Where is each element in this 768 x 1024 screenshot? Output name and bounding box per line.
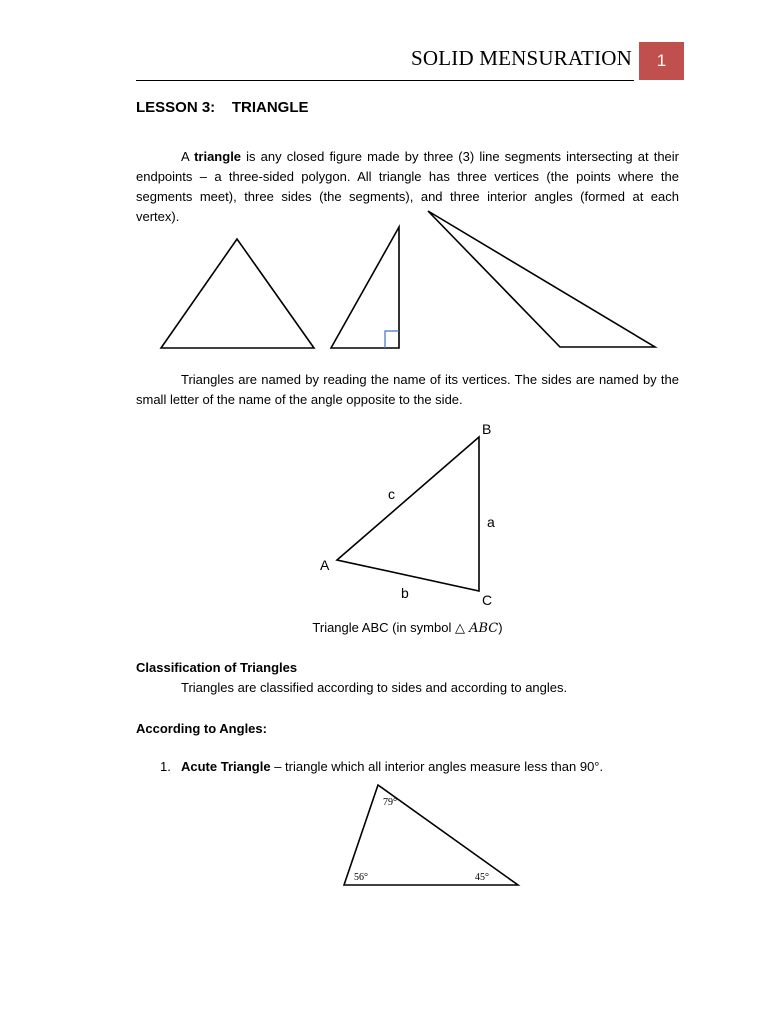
figure-caption	[136, 620, 679, 636]
caption-symbol: △ ABC	[454, 621, 499, 636]
triangle-abc	[337, 437, 479, 591]
classification-heading: Classification of Triangles	[136, 660, 298, 675]
side-label-b: b	[401, 585, 409, 601]
angle-label-left: 56°	[354, 872, 368, 883]
caption-end: )	[498, 620, 503, 635]
page-number: 1	[656, 51, 667, 70]
lesson-number: LESSON 3:	[136, 99, 216, 116]
list-item-term: Acute Triangle	[181, 759, 271, 774]
lesson-name: TRIANGLE	[231, 99, 309, 116]
intro-lead: A	[181, 149, 195, 164]
vertex-label-c: C	[482, 592, 493, 608]
list-item-number: 1.	[160, 759, 171, 774]
acute-triangle	[344, 785, 518, 885]
side-label-a: a	[487, 514, 495, 530]
naming-text: Triangles are named by reading the name of its vertices. The sides are named by the small letter of the name of the angle opposite to the side.	[136, 372, 679, 407]
running-header-title: SOLID MENSURATION	[411, 46, 632, 70]
side-label-c: c	[388, 486, 395, 502]
caption-text: Triangle ABC (in symbol	[312, 620, 455, 635]
angle-label-top: 79°	[383, 797, 397, 808]
classification-text: Triangles are classified according to sides and according to angles.	[181, 680, 568, 695]
right-angle-marker-icon	[385, 331, 399, 348]
example-triangle-right	[331, 227, 399, 348]
intro-text: is any closed figure made by three (3) line segments intersecting at their endpoints – a three-sided polygon. All triangle has three vertices (the points where the segments meet), three sides (the segments), and three interior angles (formed at each vertex).	[136, 149, 679, 224]
example-triangle-obtuse	[428, 211, 655, 347]
vertex-label-b: B	[482, 421, 492, 437]
list-item-text: – triangle which all interior angles measure less than 90°.	[270, 759, 604, 774]
list-item	[160, 759, 603, 774]
vertex-label-a: A	[320, 557, 330, 573]
intro-term: triangle	[194, 149, 242, 164]
angles-heading: According to Angles:	[136, 721, 267, 736]
naming-paragraph	[136, 370, 679, 410]
angle-label-right: 45°	[475, 872, 489, 883]
example-triangle-equilateral	[161, 239, 314, 348]
